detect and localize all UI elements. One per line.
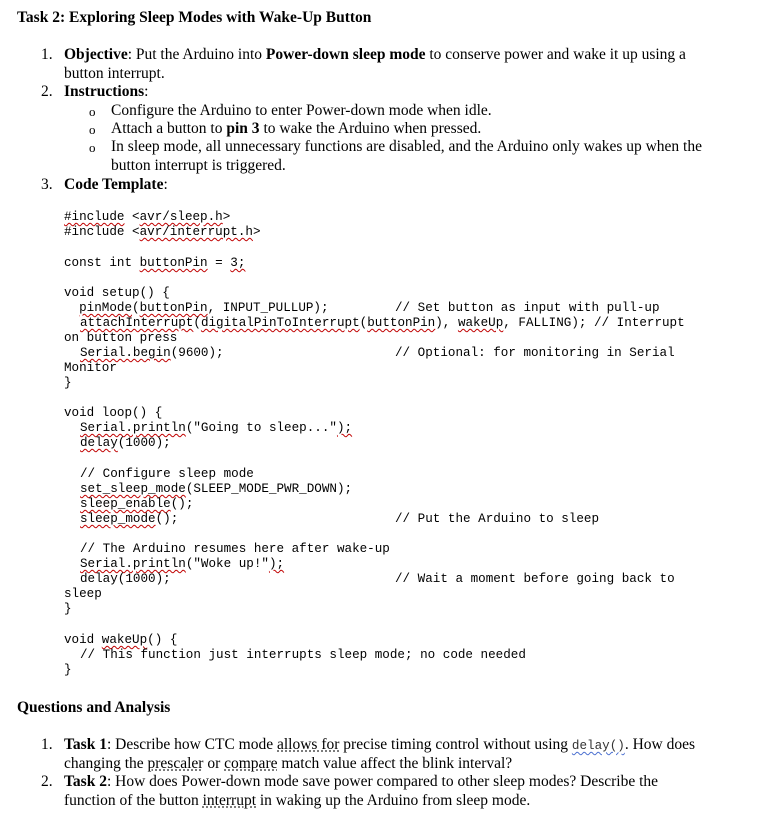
code-token: Serial.println	[80, 421, 186, 435]
code-line-const	[64, 256, 245, 271]
question-1-line-2	[64, 755, 512, 773]
code-token: Serial.begin	[80, 346, 171, 360]
bullet2-text: Attach a button to	[111, 120, 227, 137]
code-token: );	[268, 557, 285, 571]
instruction-bullet-3-line-2: button interrupt is triggered.	[111, 157, 286, 174]
code-token: , INPUT_PULLUP);	[207, 301, 329, 315]
list-number-3: 3.	[41, 176, 53, 193]
code-line-close-loop: }	[64, 602, 72, 616]
code-token: >	[222, 210, 231, 224]
code-token: avr/interrupt.h	[139, 225, 253, 239]
objective-bold: Power-down sleep mode	[265, 46, 426, 63]
questions-heading: Questions and Analysis	[17, 699, 171, 716]
code-token: ),	[435, 316, 458, 330]
instructions-colon: :	[144, 83, 149, 100]
code-token: (	[359, 316, 368, 330]
code-line-attachinterrupt	[80, 316, 685, 331]
q1-text-b: precise timing control without using	[339, 736, 572, 753]
code-line-serial-begin	[80, 346, 224, 361]
bullet-icon: o	[89, 122, 96, 137]
code-comment-resumes: // The Arduino resumes here after wake-up	[80, 542, 390, 556]
page-title: Task 2: Exploring Sleep Modes with Wake-Up Button	[17, 9, 372, 26]
code-token: ();	[155, 512, 179, 526]
code-line-println-woke	[80, 557, 284, 572]
code-token: buttonPin	[367, 316, 436, 330]
code-token: attachInterrupt	[80, 316, 194, 330]
code-line-on-button-press: on button press	[64, 331, 178, 345]
code-token: wakeUp	[457, 316, 504, 330]
question-2-line-2	[64, 792, 530, 810]
code-line-set-sleep-mode	[80, 482, 352, 497]
code-token: const int	[64, 256, 140, 270]
code-token: avr/sleep.h	[139, 210, 223, 224]
list-number-1: 1.	[41, 46, 53, 63]
code-line-include-interrupt	[64, 225, 261, 240]
question-1-line-1	[64, 736, 695, 755]
instruction-bullet-2	[111, 120, 481, 138]
code-token: ();	[170, 497, 194, 511]
code-token: ("Woke up!"	[185, 557, 269, 571]
code-token: buttonPin	[139, 256, 208, 270]
objective-line-1	[64, 46, 686, 64]
code-template-colon: :	[163, 176, 168, 193]
code-line-wakeup	[64, 633, 177, 648]
q1-prescaler: prescaler	[147, 755, 204, 772]
code-token: sleep_enable	[80, 497, 171, 511]
q2-text: : How does Power-down mode save power compared to other sleep modes? Describe the	[106, 773, 659, 790]
code-template-label: Code Template	[64, 176, 164, 193]
instructions-heading	[64, 83, 148, 101]
code-line-pinmode	[64, 301, 329, 316]
code-token: >	[252, 225, 261, 239]
code-token: sleep_mode	[80, 512, 156, 526]
code-comment-pullup: // Set button as input with pull-up	[395, 301, 660, 315]
instruction-bullet-1: Configure the Arduino to enter Power-down mode when idle.	[111, 102, 492, 119]
objective-line-2: button interrupt.	[64, 65, 165, 82]
objective-text-b: to conserve power and wake it up using a	[425, 46, 686, 63]
instructions-label: Instructions	[64, 83, 145, 100]
code-token: delay	[80, 436, 118, 450]
code-token: digitalPinToInterrupt	[200, 316, 360, 330]
code-line-sleep-enable	[80, 497, 193, 512]
instruction-bullet-3-line-1: In sleep mode, all unnecessary functions are disabled, and the Arduino only wakes up when the	[111, 138, 702, 155]
code-comment-wait: // Wait a moment before going back to	[395, 572, 675, 586]
code-comment-put-to-sleep: // Put the Arduino to sleep	[395, 512, 600, 526]
bullet2-text-b: to wake the Arduino when pressed.	[259, 120, 482, 137]
code-line-delay-1	[80, 436, 171, 451]
code-comment-configure: // Configure sleep mode	[80, 467, 254, 481]
objective-label: Objective	[64, 46, 128, 63]
q1-text-d: changing the	[64, 755, 148, 772]
code-token: 3;	[230, 256, 246, 270]
q2-label: Task 2	[64, 773, 107, 790]
code-token: =	[207, 256, 231, 270]
code-token: (1000);	[117, 436, 171, 450]
code-line-include-sleep	[64, 210, 230, 225]
code-line-println-sleep	[80, 421, 352, 436]
code-token: #include <	[64, 225, 140, 239]
question-number-2: 2.	[41, 773, 53, 790]
q1-code: delay()	[571, 739, 625, 753]
code-line-delay-2: delay(1000);	[80, 572, 171, 586]
code-token: (SLEEP_MODE_PWR_DOWN);	[185, 482, 353, 496]
code-token: void	[64, 633, 102, 647]
bullet2-bold: pin 3	[226, 120, 260, 137]
code-token: (	[193, 316, 201, 330]
code-comment-wakeup: // This function just interrupts sleep mode; no code needed	[80, 648, 526, 662]
q2-text-b: function of the button	[64, 792, 203, 809]
code-comment-monitoring: // Optional: for monitoring in Serial	[395, 346, 675, 360]
code-line-setup: void setup() {	[64, 286, 170, 300]
code-token: () {	[147, 633, 178, 647]
code-token: #include	[64, 210, 125, 224]
code-token: );	[336, 421, 353, 435]
objective-text: : Put the Arduino into	[127, 46, 266, 63]
code-line-sleep-word: sleep	[64, 587, 102, 601]
code-line-loop: void loop() {	[64, 406, 163, 420]
bullet-icon: o	[89, 140, 96, 155]
code-token: ("Going to sleep..."	[185, 421, 337, 435]
code-template-heading	[64, 176, 168, 194]
q1-text: : Describe how CTC mode	[106, 736, 277, 753]
code-token: (9600);	[170, 346, 224, 360]
q2-interrupt: interrupt	[202, 792, 256, 809]
code-token: Serial.println	[80, 557, 186, 571]
q2-text-c: in waking up the Arduino from sleep mode.	[256, 792, 531, 809]
code-token: wakeUp	[101, 633, 148, 647]
q1-label: Task 1	[64, 736, 107, 753]
code-token: buttonPin	[139, 301, 208, 315]
question-2-line-1	[64, 773, 658, 791]
bullet-icon: o	[89, 104, 96, 119]
code-token: pinMode	[79, 301, 133, 315]
code-token	[64, 301, 79, 315]
code-line-monitor: Monitor	[64, 361, 117, 375]
q1-allows: allows for	[277, 736, 340, 753]
q1-text-e: or	[203, 755, 225, 772]
code-token: <	[124, 210, 140, 224]
code-token: , FALLING); // Interrupt	[503, 316, 685, 330]
code-token: set_sleep_mode	[80, 482, 186, 496]
question-number-1: 1.	[41, 736, 53, 753]
q1-compare: compare	[224, 755, 278, 772]
q1-text-f: match value affect the blink interval?	[277, 755, 513, 772]
code-token: (	[132, 301, 140, 315]
code-line-close-setup: }	[64, 376, 72, 390]
code-line-sleep-mode	[80, 512, 178, 527]
q1-text-c: . How does	[624, 736, 695, 753]
code-line-close-wakeup: }	[64, 663, 72, 677]
list-number-2: 2.	[41, 83, 53, 100]
